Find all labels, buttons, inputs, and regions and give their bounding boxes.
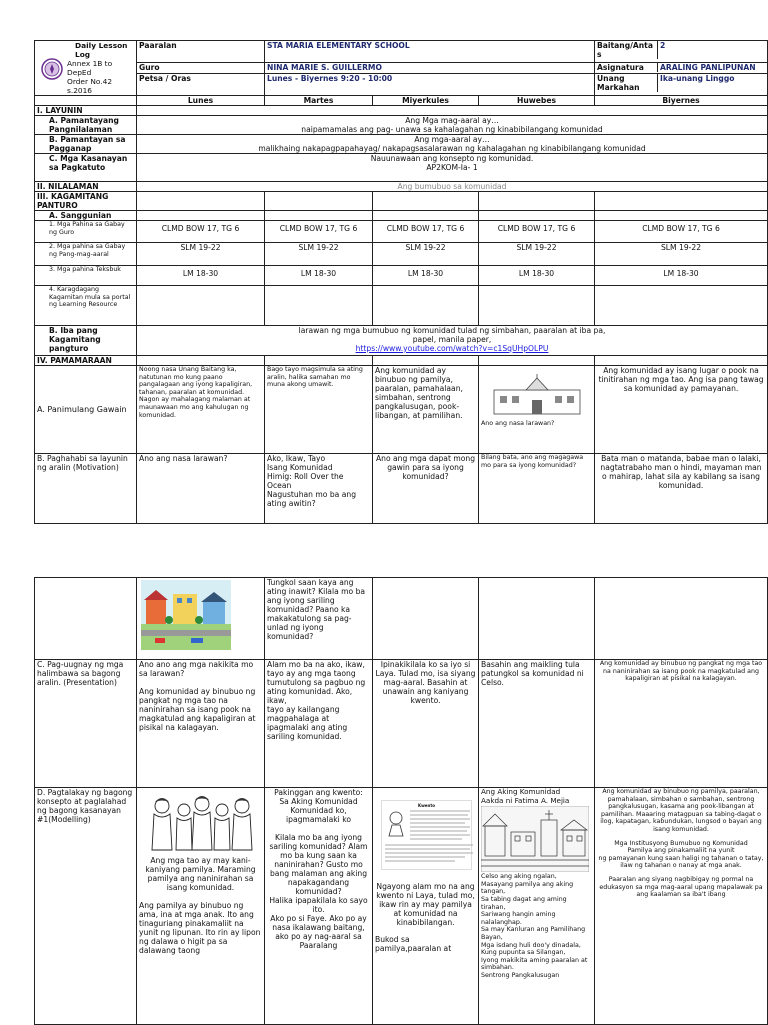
ref3-biyernes: LM 18-30 xyxy=(595,266,768,286)
rowA-huwebes: Ano ang nasa larawan? xyxy=(481,420,555,427)
label-pagtalakay: D. Pagtalakay ng bagong konsepto at paglalahad ng bagong kasanayan #1(Modelling) xyxy=(35,788,137,1025)
rowD-lunes-2: Ang pamilya ay binubuo ng ama, ina at mga anak. Ito ang tinaguriang pinakamaliit na yunit ng lipunan. Ito rin ay lipon ng dalawa o higit pa sa dalawang taong xyxy=(139,901,261,955)
ref2-martes: SLM 19-22 xyxy=(265,243,373,266)
section-layunin: I. LAYUNIN xyxy=(35,106,137,116)
rowA-biyernes: Ang komunidad ay isang lugar o pook na tinitirahan ng mga tao. Ang isa pang tawag sa komunidad ay pamayanan. xyxy=(595,366,768,454)
ref1-huwebes: CLMD BOW 17, TG 6 xyxy=(479,221,595,243)
rowD-miyerkules-1: Ngayong alam mo na ang kwento ni Laya, tulad mo, ikaw rin ay may pamilya at komunidad na kinabibilangan. xyxy=(376,882,475,927)
label-ref-teksbuk: 3. Mga pahina Teksbuk xyxy=(35,266,137,286)
story-text-lines-bottom xyxy=(385,843,475,863)
rowA-miyerkules: Ang komunidad ay binubuo ng pamilya, paaralan, pamahalaan, simbahan, sentrong pangkalusugan, pook-libangan, at pamilihan. xyxy=(373,366,479,454)
header-title-line-3: Order No.42 s.2016 xyxy=(67,77,113,95)
ref2-biyernes: SLM 19-22 xyxy=(595,243,768,266)
rowD-biyernes-1: Ang komunidad ay binubuo ng pamilya, paaralan, pamahalaan, simbahan o sambahan, sentrong pangkalusugan, kasama ang pook-libangan at pamilihan. Maaaring matagpuan sa tabing-dagat o ilog, kapatagan, kabundukan, lungsod o bayan ang isang komunidad. xyxy=(600,788,762,833)
header-title-line-2: Annex 1B to DepEd xyxy=(67,59,113,77)
label-iba-pang-kagamitan: B. Iba pang Kagamitang pangturo xyxy=(35,326,137,356)
rowC-lunes: Ano ano ang mga nakikita mo sa larawan? Ang komunidad ay binubuo ng pangkat ng mga tao na naninirahan sa isang pook na magkatulad ang kapaligiran at pisikal na kalagayan. xyxy=(137,660,265,788)
kasanayan-text-1: Nauunawaan ang konsepto ng komunidad. xyxy=(370,154,534,163)
pagganap-text-2: malikhaing nakapagpapahayag/ nakapagsasalarawan ng kahalagahan ng kinabibilangang komunidad xyxy=(258,144,646,153)
day-miyerkules: Miyerkules xyxy=(373,96,479,106)
lesson-log-table-page1 xyxy=(34,40,768,524)
day-lunes: Lunes xyxy=(137,96,265,106)
value-guro: NINA MARIE S. GUILLERMO xyxy=(265,62,595,73)
ref1-martes: CLMD BOW 17, TG 6 xyxy=(265,221,373,243)
pangnilalaman-text-2: naipamamalas ang pag- unawa sa kahalagahan ng kinabibilangang komunidad xyxy=(301,125,603,134)
youtube-link[interactable]: https://www.youtube.com/watch?v=c1SqUHpOLPU xyxy=(355,344,549,353)
ref2-huwebes: SLM 19-22 xyxy=(479,243,595,266)
rowC-martes: Alam mo ba na ako, ikaw, tayo ay ang mga taong tumutulong sa pagbuo ng ating komunidad. Ako, ikaw, tayo ay kailangang magpahalaga at ipagmalaki ang ating sariling komunidad. xyxy=(265,660,373,788)
header-title-line-1: Daily Lesson Log xyxy=(75,41,128,59)
ref1-miyerkules: CLMD BOW 17, TG 6 xyxy=(373,221,479,243)
ref3-martes: LM 18-30 xyxy=(265,266,373,286)
huwebes-poem-title: Ang Aking Komunidad Aakda ni Fatima A. Mejia xyxy=(481,787,570,805)
rowB-martes: Ako, Ikaw, Tayo Isang Komunidad Himig: Roll Over the Ocean Nagustuhan mo ba ang ating awitin? xyxy=(265,454,373,524)
rowC-miyerkules: Ipinakikilala ko sa iyo si Laya. Tulad mo, isa siyang mag-aaral. Basahin at unawain ang kaniyang kwento. xyxy=(373,660,479,788)
label-kasanayan: C. Mga Kasanayan sa Pagkatuto xyxy=(35,154,137,182)
label-markahan: Unang Markahan xyxy=(595,74,658,92)
girl-sketch-icon xyxy=(385,810,407,838)
label-asignatura: Asignatura xyxy=(595,63,658,72)
day-biyernes: Biyernes xyxy=(595,96,768,106)
story-image xyxy=(381,800,472,870)
rowD-huwebes: Celso ang aking ngalan, Masayang pamilya ang aking tangan, Sa tabing dagat ang aming tirahan, Sariwang hangin aming nalalanghap. Sa may Kanluran ang Pamilihang Bayan, Mga isdang huli doo'y dinadala, Kung pupunta sa Silangan, Iyong makikita aming paaralan at simbahan. Sentrong Pangkalusugan xyxy=(481,873,588,979)
rowD-lunes-1: Ang mga tao ay may kani-kaniyang pamilya. Maraming pamilya ang naninirahan sa isang komunidad. xyxy=(145,856,256,892)
kasanayan-code: AP2KOM-Ia- 1 xyxy=(426,163,478,172)
label-guro: Guro xyxy=(137,62,265,73)
rowB-huwebes: Bilang bata, ano ang magagawa mo para sa iyong komunidad? xyxy=(479,454,595,524)
pagganap-text-1: Ang mga-aaral ay… xyxy=(414,135,490,144)
value-paaralan: STA MARIA ELEMENTARY SCHOOL xyxy=(265,41,595,63)
value-baitang: 2 xyxy=(660,41,666,50)
school-building-image xyxy=(488,374,586,418)
ref2-miyerkules: SLM 19-22 xyxy=(373,243,479,266)
rowA-martes: Bago tayo magsimula sa ating aralin, halika samahan mo muna akong umawit. xyxy=(265,366,373,454)
rowA-lunes: Noong nasa Unang Baitang ka, natutunan mo kung paano pangalagaan ang iyong kapaligiran, tahanan, paaralan at komunidad. Nagon ay mahalagang malaman at maunawaan mo ang kahulugan ng komunidad. xyxy=(137,366,265,454)
label-pamantayan-pagganap: B. Pamantayan sa Pagganap xyxy=(35,135,137,154)
label-baitang: Baitang/Antas xyxy=(595,41,658,59)
label-sanggunian: A. Sanggunian xyxy=(35,211,137,221)
rowC-huwebes: Basahin ang maikling tula patungkol sa komunidad ni Celso. xyxy=(479,660,595,788)
rowD-biyernes-3: Paaralan ang siyang nagbibigay ng pormal na edukasyon sa mga mag-aaral upang mapalawak pa ang kaalaman sa iba't ibang xyxy=(599,875,763,899)
rowD-martes: Pakinggan ang kwento: Sa Aking Komunidad Komunidad ko, ipagmamalaki ko Kilala mo ba ang iyong sariling komunidad? Alam mo ba kung saan ka naninirahan? Gusto mo bang malaman ang aking napakagandang komunidad? Halika ipapakilala ko sayo ito. Ako po si Faye. Ako po ay nasa ikalawang baitang, ako po ay nag-aaral sa Paaralang xyxy=(265,788,373,1025)
label-paaralan: Paaralan xyxy=(137,41,265,63)
town-sketch-image xyxy=(481,806,589,872)
ref1-lunes: CLMD BOW 17, TG 6 xyxy=(137,221,265,243)
nilalaman-text: Ang bumubuo sa komunidad xyxy=(137,182,768,192)
label-paghahabi: B. Paghahabi sa layunin ng aralin (Motivation) xyxy=(35,454,137,524)
label-ref-gabay-guro: 1. Mga Pahina sa Gabay ng Guro xyxy=(35,221,137,243)
rowB-miyerkules: Ano ang mga dapat mong gawin para sa iyong komunidad? xyxy=(373,454,479,524)
section-pamamaraan: IV. PAMAMARAAN xyxy=(35,356,137,366)
iba-text-2: papel, manila paper, xyxy=(412,335,492,344)
community-illustration xyxy=(141,580,231,650)
rowD-miyerkules-2: Bukod sa pamilya,paaralan at xyxy=(375,935,452,953)
rowB-biyernes: Bata man o matanda, babae man o lalaki, nagtatrabaho man o hindi, mayaman man o mahirap, lahat sila ay kabilang sa isang komunidad. xyxy=(595,454,768,524)
deped-seal-icon xyxy=(41,58,63,80)
lesson-log-table-page2 xyxy=(34,577,768,1025)
ref3-lunes: LM 18-30 xyxy=(137,266,265,286)
pangnilalaman-text-1: Ang Mga mag-aaral ay… xyxy=(405,116,499,125)
rowD-biyernes-2: Mga Institusyong Bumubuo ng Komunidad Pamilya ang pinakamaliit na yunit ng pamayanan kung saan haligi ng tahanan o tatay, ilaw ng tahanan o nanay at mga anak. xyxy=(598,839,764,870)
rowC-biyernes: Ang komunidad ay binubuo ng pangkat ng mga tao na naninirahan sa isang pook na magkatulad ang kapaligiran at pisikal na kalagayan. xyxy=(595,660,768,788)
value-asignatura: ARALING PANLIPUNAN xyxy=(660,62,756,72)
label-panimulang-gawain: A. Panimulang Gawain xyxy=(35,366,137,454)
day-martes: Martes xyxy=(265,96,373,106)
label-ref-gabay-mag-aaral: 2. Mga pahina sa Gabay ng Pang-mag-aaral xyxy=(35,243,137,266)
day-huwebes: Huwebes xyxy=(479,96,595,106)
label-ref-learning-resource: 4. Karagdagang Kagamitan mula sa portal ng Learning Resource xyxy=(35,286,137,326)
value-linggo: Ika-unang Linggo xyxy=(660,74,735,84)
label-petsa: Petsa / Oras xyxy=(137,74,265,96)
label-pamantayang-pangnilalaman: A. Pamantayang Pangnilalaman xyxy=(35,116,137,135)
iba-text-1: larawan ng mga bumubuo ng komunidad tulad ng simbahan, paaralan at iba pa, xyxy=(298,326,606,335)
story-title: Kwento xyxy=(417,803,435,808)
rowCont-martes: Tungkol saan kaya ang ating inawit? Kilala mo ba ang iyong sariling komunidad? Paano ka makakatulong sa pag-unlad ng iyong komunidad? xyxy=(265,578,373,660)
label-pag-uugnay: C. Pag-uugnay ng mga halimbawa sa bagong aralin. (Presentation) xyxy=(35,660,137,788)
ref1-biyernes: CLMD BOW 17, TG 6 xyxy=(595,221,768,243)
ref3-miyerkules: LM 18-30 xyxy=(373,266,479,286)
family-illustration xyxy=(142,792,260,854)
section-kagamitang-panturo: III. KAGAMITANG PANTURO xyxy=(35,192,137,211)
rowB-lunes: Ano ang nasa larawan? xyxy=(137,454,265,524)
ref2-lunes: SLM 19-22 xyxy=(137,243,265,266)
ref3-huwebes: LM 18-30 xyxy=(479,266,595,286)
header-title-cell xyxy=(35,41,137,96)
value-petsa: Lunes - Biyernes 9:20 - 10:00 xyxy=(265,74,595,96)
section-nilalaman: II. NILALAMAN xyxy=(35,182,137,192)
